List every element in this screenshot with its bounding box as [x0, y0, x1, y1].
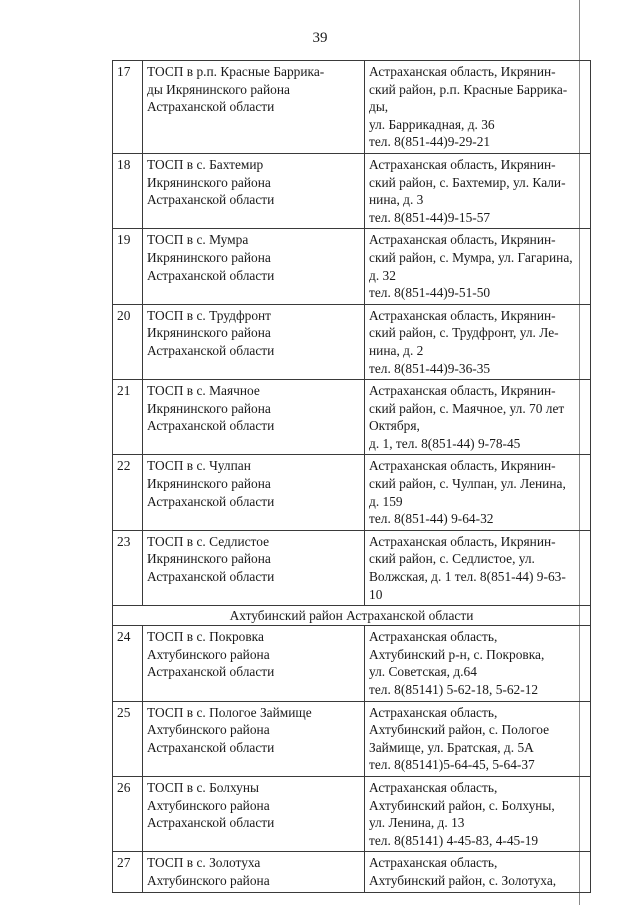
organization-line: ТОСП в с. Мумра — [147, 232, 249, 248]
address-line: ский район, с. Маячное, ул. 70 лет — [369, 400, 565, 416]
organization-line: Астраханской области — [147, 267, 275, 283]
address-line: Астраханская область, Икрянин- — [369, 64, 556, 79]
address-line: Астраханская область, Икрянин- — [369, 232, 556, 248]
organization-cell — [143, 304, 365, 379]
organization-cell — [143, 701, 365, 776]
organization-line: Икрянинского района — [147, 249, 271, 265]
address-line: Волжская, д. 1 тел. 8(851-44) 9-63- — [369, 569, 566, 585]
row-number: 17 — [113, 61, 143, 154]
address-line: Астраханская область, Икрянин- — [369, 458, 556, 474]
table-body-a — [113, 61, 591, 606]
address-line: ул. Баррикадная, д. 36 — [369, 116, 495, 132]
organization-line: Икрянинского района — [147, 400, 271, 416]
address-line: тел. 8(851-44)9-15-57 — [369, 209, 491, 225]
row-number: 20 — [113, 304, 143, 379]
address-cell — [365, 852, 591, 892]
address-line: д. 159 — [369, 493, 403, 509]
address-line: Астраханская область, — [369, 779, 498, 795]
table-row — [113, 530, 591, 605]
address-cell — [365, 380, 591, 455]
organization-line: ТОСП в с. Покровка — [147, 629, 264, 645]
address-line: ул. Ленина, д. 13 — [369, 815, 465, 831]
address-line: тел. 8(851-44) 9-64-32 — [369, 511, 494, 527]
address-line: нина, д. 3 — [369, 192, 424, 208]
address-cell — [365, 153, 591, 228]
section-title: Ахтубинский район Астраханской области — [113, 606, 591, 626]
address-line: д. 1, тел. 8(851-44) 9-78-45 — [369, 435, 521, 451]
organization-line: Икрянинского района — [147, 551, 271, 567]
row-number: 19 — [113, 229, 143, 304]
organization-line: Астраханской области — [147, 342, 275, 358]
organization-line: Икрянинского района — [147, 325, 271, 341]
organization-line: ТОСП в с. Трудфронт — [147, 307, 272, 323]
address-line: Астраханская область, — [369, 704, 498, 720]
address-cell — [365, 61, 591, 154]
address-cell — [365, 304, 591, 379]
address-line: Астраханская область, Икрянин- — [369, 156, 556, 172]
organization-cell — [143, 380, 365, 455]
address-line: тел. 8(85141)5-64-45, 5-64-37 — [369, 757, 535, 773]
section-header-row — [113, 606, 591, 626]
address-cell — [365, 455, 591, 530]
organization-cell — [143, 153, 365, 228]
address-cell — [365, 776, 591, 851]
table-row — [113, 229, 591, 304]
organization-line: ды Икрянинского района — [147, 81, 290, 97]
organization-line: Астраханской области — [147, 192, 275, 208]
organization-line: ТОСП в р.п. Красные Баррика- — [147, 64, 325, 79]
address-line: ул. Советская, д.64 — [369, 664, 477, 680]
organization-cell — [143, 229, 365, 304]
address-line: Ахтубинский район, с. Пологое — [369, 722, 550, 738]
organization-cell — [143, 776, 365, 851]
row-number: 26 — [113, 776, 143, 851]
registry-table — [112, 60, 591, 893]
organization-line: ТОСП в с. Седлистое — [147, 533, 270, 549]
address-line: Займище, ул. Братская, д. 5А — [369, 739, 534, 755]
row-number: 23 — [113, 530, 143, 605]
table-row — [113, 852, 591, 892]
address-line: 10 — [369, 586, 383, 602]
organization-line: ТОСП в с. Болхуны — [147, 779, 260, 795]
organization-line: Астраханской области — [147, 99, 275, 115]
address-line: тел. 8(851-44)9-36-35 — [369, 360, 491, 376]
address-line: ский район, с. Мумра, ул. Гагарина, — [369, 249, 573, 265]
organization-line: Ахтубинского района — [147, 722, 270, 738]
organization-line: Икрянинского района — [147, 476, 271, 492]
address-line: тел. 8(851-44)9-51-50 — [369, 285, 491, 301]
table-row — [113, 304, 591, 379]
address-line: Ахтубинский район, с. Болхуны, — [369, 797, 555, 813]
address-line: ский район, с. Бахтемир, ул. Кали- — [369, 174, 566, 190]
organization-cell — [143, 455, 365, 530]
table-row — [113, 61, 591, 154]
organization-line: ТОСП в с. Маячное — [147, 383, 260, 399]
row-number: 18 — [113, 153, 143, 228]
address-line: Астраханская область, — [369, 629, 498, 645]
table-row — [113, 776, 591, 851]
address-cell — [365, 701, 591, 776]
address-line: ский район, с. Чулпан, ул. Ленина, — [369, 476, 566, 492]
table-row — [113, 626, 591, 701]
address-line: тел. 8(85141) 5-62-18, 5-62-12 — [369, 682, 539, 697]
address-line: нина, д. 2 — [369, 342, 424, 358]
address-line: Ахтубинский район, с. Золотуха, — [369, 872, 557, 888]
address-line: тел. 8(851-44)9-29-21 — [369, 134, 491, 150]
row-number: 24 — [113, 626, 143, 701]
organization-line: Астраханской области — [147, 739, 275, 755]
address-line: Астраханская область, — [369, 855, 498, 871]
organization-line: Ахтубинского района — [147, 872, 270, 888]
organization-line: ТОСП в с. Бахтемир — [147, 156, 264, 172]
address-cell — [365, 530, 591, 605]
page-number: 39 — [312, 30, 328, 46]
address-line: ды, — [369, 99, 389, 115]
organization-line: Астраханской области — [147, 664, 275, 680]
row-number: 22 — [113, 455, 143, 530]
organization-line: ТОСП в с. Пологое Займище — [147, 704, 312, 720]
table-row — [113, 455, 591, 530]
organization-line: Астраханской области — [147, 493, 275, 509]
row-number: 21 — [113, 380, 143, 455]
organization-cell — [143, 530, 365, 605]
organization-line: Икрянинского района — [147, 174, 271, 190]
organization-line: Астраханской области — [147, 815, 275, 831]
organization-cell — [143, 626, 365, 701]
row-number: 27 — [113, 852, 143, 892]
organization-line: Ахтубинского района — [147, 646, 270, 662]
address-line: ский район, с. Седлистое, ул. — [369, 551, 535, 567]
organization-line: Ахтубинского района — [147, 797, 270, 813]
table-row — [113, 701, 591, 776]
address-line: Астраханская область, Икрянин- — [369, 533, 556, 549]
address-cell — [365, 626, 591, 701]
organization-line: ТОСП в с. Золотуха — [147, 855, 261, 871]
organization-line: Астраханской области — [147, 418, 275, 434]
address-line: д. 32 — [369, 267, 396, 283]
address-line: Октября, — [369, 418, 420, 434]
table-row — [113, 153, 591, 228]
row-number: 25 — [113, 701, 143, 776]
address-cell — [365, 229, 591, 304]
section-header-group — [113, 606, 591, 626]
organization-cell — [143, 61, 365, 154]
address-line: Ахтубинский р-н, с. Покровка, — [369, 646, 545, 662]
address-line: Астраханская область, Икрянин- — [369, 383, 556, 399]
organization-cell — [143, 852, 365, 892]
address-line: ский район, р.п. Красные Баррика- — [369, 81, 568, 97]
organization-line: Астраханской области — [147, 569, 275, 585]
organization-line: ТОСП в с. Чулпан — [147, 458, 251, 474]
table-body-b — [113, 626, 591, 892]
address-line: Астраханская область, Икрянин- — [369, 307, 556, 323]
table-row — [113, 380, 591, 455]
address-line: ский район, с. Трудфронт, ул. Ле- — [369, 325, 559, 341]
address-line: тел. 8(85141) 4-45-83, 4-45-19 — [369, 832, 539, 848]
